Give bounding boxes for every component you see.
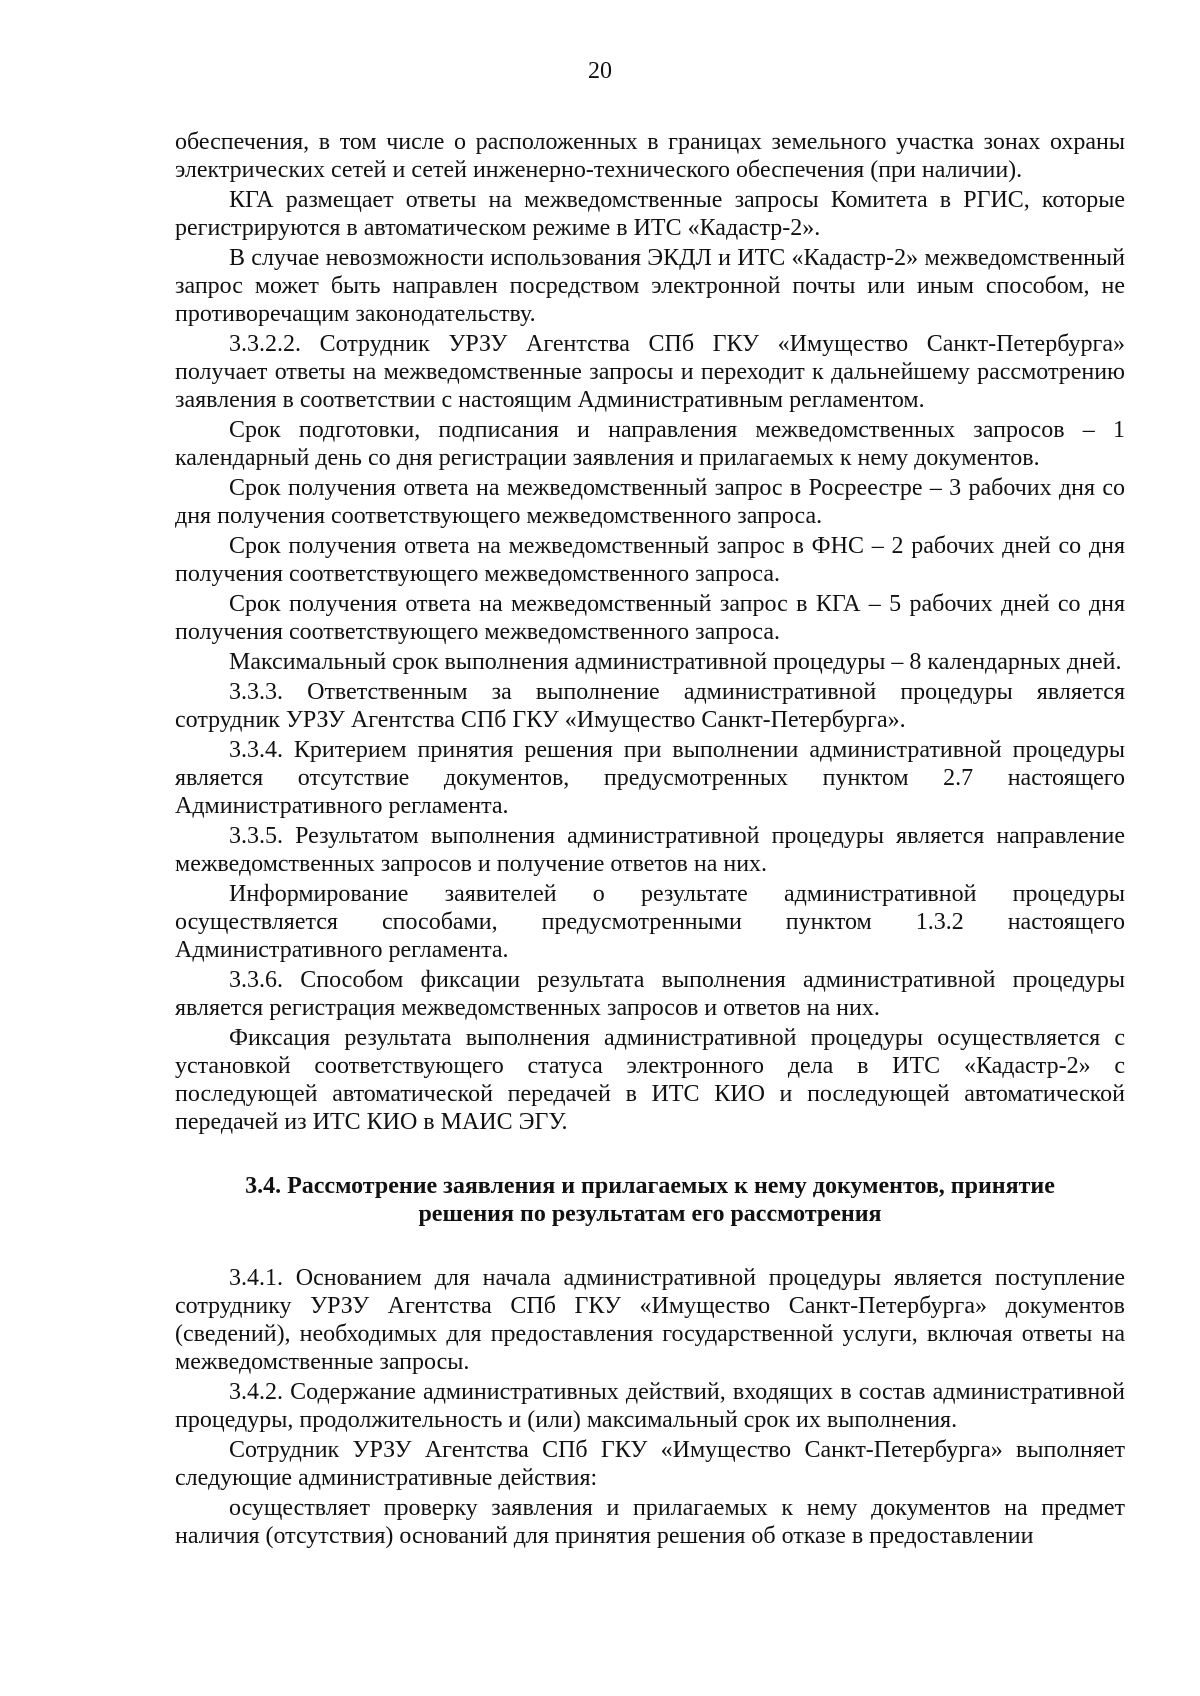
paragraph: Срок подготовки, подписания и направления межведомственных запросов – 1 календарный день со дня регистрации заявления и прилагаемых к нему документов. — [175, 417, 1125, 471]
section-heading-line: решения по результатам его рассмотрения — [418, 1201, 882, 1227]
document-body — [175, 128, 1125, 1552]
paragraph: 3.3.6. Способом фиксации результата выполнения административной процедуры является регистрация межведомственных запросов и ответов на них. — [175, 967, 1125, 1021]
paragraph: 3.4.2. Содержание административных действий, входящих в состав административной процедуры, продолжительность и (или) максимальный срок их выполнения. — [175, 1379, 1125, 1433]
page-number: 20 — [588, 58, 612, 84]
paragraph: 3.3.4. Критерием принятия решения при выполнении административной процедуры является отсутствие документов, предусмотренных пунктом 2.7 настоящего Административного регламента. — [175, 737, 1125, 819]
paragraph: Информирование заявителей о результате административной процедуры осуществляется способами, предусмотренными пунктом 1.3.2 настоящего Административного регламента. — [175, 881, 1125, 963]
paragraph: 3.4.1. Основанием для начала административной процедуры является поступление сотруднику УРЗУ Агентства СПб ГКУ «Имущество Санкт-Петербурга» документов (сведений), необходимых для предоставления государственной услуги, включая ответы на межведомственные запросы. — [175, 1265, 1125, 1375]
section-heading — [175, 1172, 1125, 1228]
paragraph: осуществляет проверку заявления и прилагаемых к нему документов на предмет наличия (отсутствия) оснований для принятия решения об отказе в предоставлении — [175, 1495, 1125, 1549]
paragraphs-before — [175, 128, 1125, 1136]
paragraph: обеспечения, в том числе о расположенных в границах земельного участка зонах охраны электрических сетей и сетей инженерно-технического обеспечения (при наличии). — [175, 129, 1125, 183]
paragraph: 3.3.2.2. Сотрудник УРЗУ Агентства СПб ГКУ «Имущество Санкт-Петербурга» получает ответы на межведомственные запросы и переходит к дальнейшему рассмотрению заявления в соответствии с настоящим Административным регламентом. — [175, 331, 1125, 413]
paragraph: В случае невозможности использования ЭКДЛ и ИТС «Кадастр-2» межведомственный запрос может быть направлен посредством электронной почты или иным способом, не противоречащим законодательству. — [175, 245, 1125, 327]
paragraph: 3.3.5. Результатом выполнения административной процедуры является направление межведомственных запросов и получение ответов на них. — [175, 823, 1125, 877]
paragraph: Сотрудник УРЗУ Агентства СПб ГКУ «Имущество Санкт-Петербурга» выполняет следующие административные действия: — [175, 1437, 1125, 1491]
paragraphs-after — [175, 1264, 1125, 1550]
paragraph: 3.3.3. Ответственным за выполнение административной процедуры является сотрудник УРЗУ Агентства СПб ГКУ «Имущество Санкт-Петербурга». — [175, 679, 1125, 733]
section-heading-line: 3.4. Рассмотрение заявления и прилагаемых к нему документов, принятие — [245, 1173, 1055, 1199]
paragraph: Максимальный срок выполнения административной процедуры – 8 календарных дней. — [229, 649, 1122, 675]
paragraph: Срок получения ответа на межведомственный запрос в КГА – 5 рабочих дней со дня получения соответствующего межведомственного запроса. — [175, 591, 1125, 645]
paragraph: Срок получения ответа на межведомственный запрос в Росреестре – 3 рабочих дня со дня получения соответствующего межведомственного запроса. — [175, 475, 1125, 529]
paragraph: Срок получения ответа на межведомственный запрос в ФНС – 2 рабочих дней со дня получения соответствующего межведомственного запроса. — [175, 533, 1125, 587]
paragraph: Фиксация результата выполнения административной процедуры осуществляется с установкой соответствующего статуса электронного дела в ИТС «Кадастр-2» с последующей автоматической передачей в ИТС КИО и последующей автоматической передачей из ИТС КИО в МАИС ЭГУ. — [175, 1025, 1125, 1135]
paragraph: КГА размещает ответы на межведомственные запросы Комитета в РГИС, которые регистрируются в автоматическом режиме в ИТС «Кадастр-2». — [175, 187, 1125, 241]
